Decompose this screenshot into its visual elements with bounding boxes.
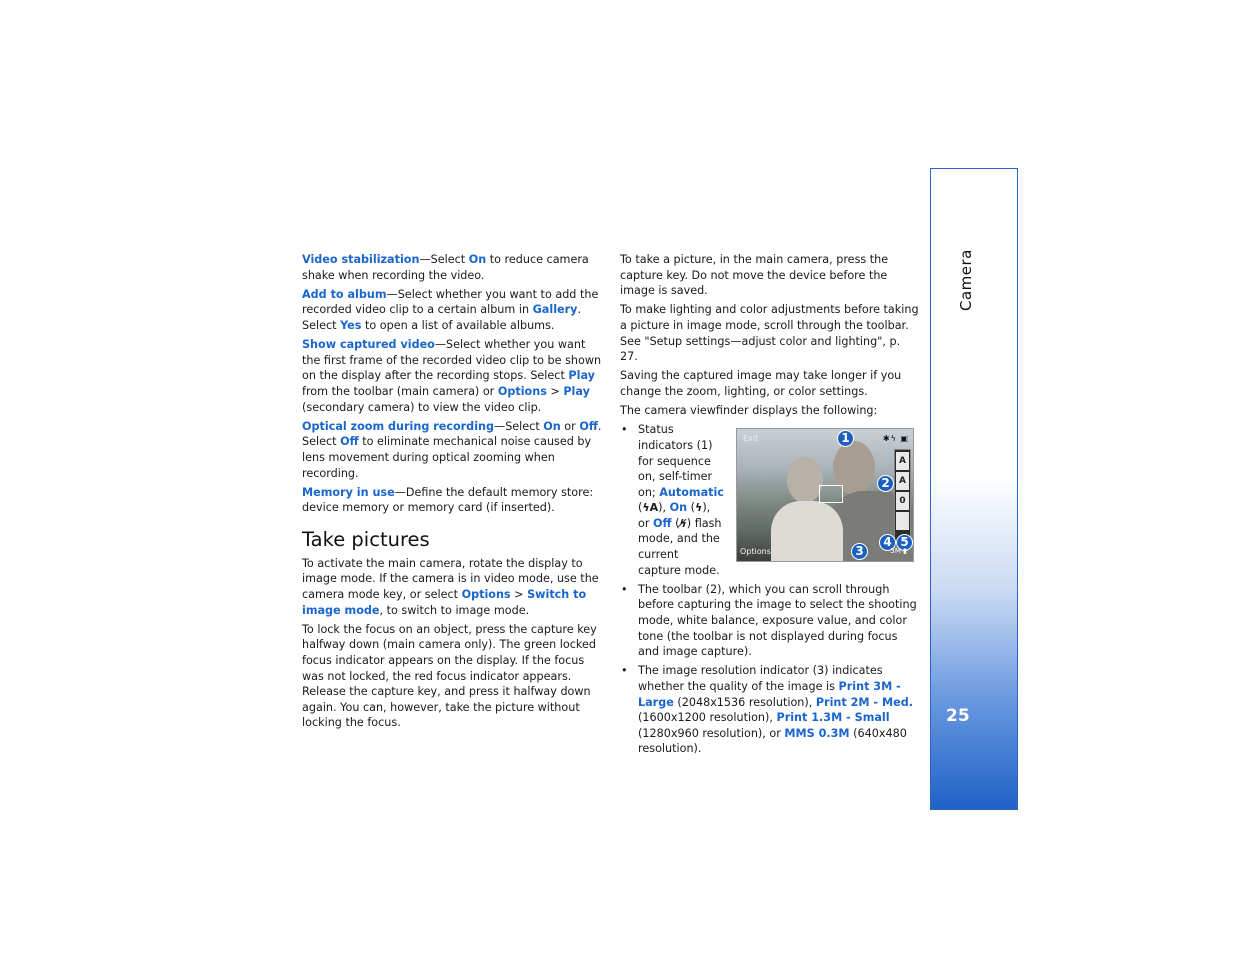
text: (640x480 resolution). — [638, 726, 907, 756]
list-item-status-indicators — [620, 422, 920, 578]
term-optical-zoom: Optical zoom during recording — [302, 419, 494, 433]
term-show-captured-video: Show captured video — [302, 338, 435, 352]
text: , to switch to image mode. — [379, 603, 530, 617]
person-body — [771, 501, 843, 562]
page-number: 25 — [946, 706, 970, 726]
term-add-to-album: Add to album — [302, 287, 387, 301]
status-icons: ✱ϟ ▣ — [882, 434, 909, 444]
video-stabilization-paragraph — [302, 252, 602, 283]
text: > — [546, 384, 564, 398]
callout-2: 2 — [877, 475, 894, 492]
text: from the toolbar (main camera) or — [302, 384, 498, 398]
text: (1600x1200 resolution), — [638, 711, 777, 725]
bullet-dot: • — [621, 664, 628, 678]
bullet-dot: • — [621, 582, 628, 596]
viewfinder-intro: The camera viewfinder displays the following: — [620, 404, 878, 418]
text: The image resolution indicator (3) indicates whether the quality of the image is — [638, 664, 883, 693]
status-indicators-text — [638, 422, 724, 578]
text: The toolbar (2), which you can scroll through before capturing the image to select the shooting mode, white balance, exposure value, and color tone (the toolbar is not displayed during focus and image capture). — [638, 582, 917, 659]
term-video-stabilization: Video stabilization — [302, 253, 420, 266]
list-item-resolution — [620, 663, 920, 757]
option-on: On — [543, 419, 561, 433]
text: to eliminate mechanical noise caused by lens movement during optical zooming when recording. — [302, 435, 592, 480]
option-off: Off — [653, 516, 672, 530]
focus-frame — [819, 485, 843, 503]
option-gallery: Gallery — [532, 303, 578, 317]
option-play: Play — [568, 369, 595, 383]
callout-3: 3 — [851, 543, 868, 560]
text: > — [510, 588, 528, 602]
text: (secondary camera) to view the video clip. — [302, 400, 542, 414]
term-memory-in-use: Memory in use — [302, 485, 395, 499]
add-to-album-paragraph — [302, 287, 602, 334]
option-options: Options — [497, 384, 547, 398]
camera-viewfinder-image — [736, 428, 914, 562]
text: —Select — [419, 253, 469, 266]
option-switch-to-image-mode: Switch to image mode — [302, 588, 587, 617]
option-yes: Yes — [340, 318, 362, 332]
text: ( — [687, 501, 696, 515]
saving-paragraph: Saving the captured image may take longer if you change the zoom, lighting, or color settings. — [620, 369, 902, 398]
option-off: Off — [579, 419, 598, 433]
take-picture-paragraph: To take a picture, in the main camera, press the capture key. Do not move the device before the image is saved. — [620, 253, 889, 298]
bullet-dot: • — [621, 423, 628, 437]
option-on: On — [468, 253, 487, 266]
memory-in-use-paragraph — [302, 485, 602, 516]
callout-1: 1 — [837, 430, 854, 447]
option-options: Options — [461, 588, 511, 602]
toolbar-item: A — [896, 452, 909, 470]
option-automatic: Automatic — [659, 485, 724, 499]
flash-automatic-icon: ϟA — [642, 501, 659, 515]
text: (1280x960 resolution), or — [638, 726, 785, 740]
lock-focus-paragraph: To lock the focus on an object, press the capture key halfway down (main camera only). The green locked focus indicator appears on the display. If the focus was not locked, the red focus indicator appears. Release the capture key, and press it halfway down again. You can, however, take the picture without locking the focus. — [302, 622, 597, 730]
text: . Select — [302, 303, 581, 332]
list-item-toolbar — [620, 582, 920, 660]
exit-softkey: Exit — [743, 434, 759, 444]
viewfinder-toolbar — [894, 449, 911, 547]
section-heading: Take pictures — [302, 527, 430, 551]
callout-5: 5 — [896, 534, 913, 551]
text: Status indicators (1) for sequence on, self-timer on; — [638, 423, 713, 499]
toolbar-item — [896, 512, 909, 530]
option-on: On — [669, 501, 688, 515]
text: ), or — [638, 501, 711, 530]
text: ) flash mode, and the current capture mode. — [638, 516, 722, 577]
text: —Define the default memory store: device memory or memory card (if inserted). — [302, 485, 594, 515]
option-print-3m-large: Print 3M - Large — [638, 680, 901, 709]
text: —Select — [494, 419, 544, 433]
text: to open a list of available albums. — [361, 318, 555, 332]
left-column — [302, 252, 602, 735]
toolbar-item: A — [896, 472, 909, 490]
text: —Select whether you want the first frame of the recorded video clip to be shown on the display after the recording stops. Select — [302, 338, 602, 383]
resolution-indicator: 3M ▮ — [890, 546, 907, 555]
text: (2048x1536 resolution), — [673, 695, 816, 709]
text: ( — [638, 501, 643, 515]
toolbar-item: 0 — [896, 492, 909, 510]
person-face — [787, 457, 823, 503]
text: . Select — [302, 419, 602, 449]
lighting-paragraph: To make lighting and color adjustments before taking a picture in image mode, scroll through the toolbar. See "Setup settings—adjust color and lighting", p. 27. — [620, 303, 919, 364]
flash-off-icon: ϟ̸ — [679, 516, 687, 530]
callout-4: 4 — [879, 534, 896, 551]
flash-on-icon: ϟ — [695, 501, 703, 515]
text: or — [560, 419, 580, 433]
option-mms-0-3m: MMS 0.3M — [784, 726, 850, 740]
right-column — [620, 252, 920, 761]
option-print-1-3m-small: Print 1.3M - Small — [776, 711, 890, 725]
option-print-2m-med: Print 2M - Med. — [815, 695, 913, 709]
activate-camera-paragraph — [302, 556, 602, 618]
show-captured-video-paragraph — [302, 337, 602, 415]
option-play: Play — [563, 384, 590, 398]
optical-zoom-paragraph — [302, 419, 602, 481]
text: ( — [671, 516, 680, 530]
text: to reduce camera shake when recording the video. — [302, 253, 589, 282]
chapter-label: Camera — [957, 249, 975, 311]
text: ), — [658, 501, 670, 515]
options-softkey: Options — [740, 546, 771, 556]
text: To activate the main camera, rotate the display to image mode. If the camera is in video mode, use the camera mode key, or select — [302, 556, 599, 602]
option-off: Off — [340, 435, 359, 449]
text: —Select whether you want to add the recorded video clip to a certain album in — [302, 287, 599, 317]
